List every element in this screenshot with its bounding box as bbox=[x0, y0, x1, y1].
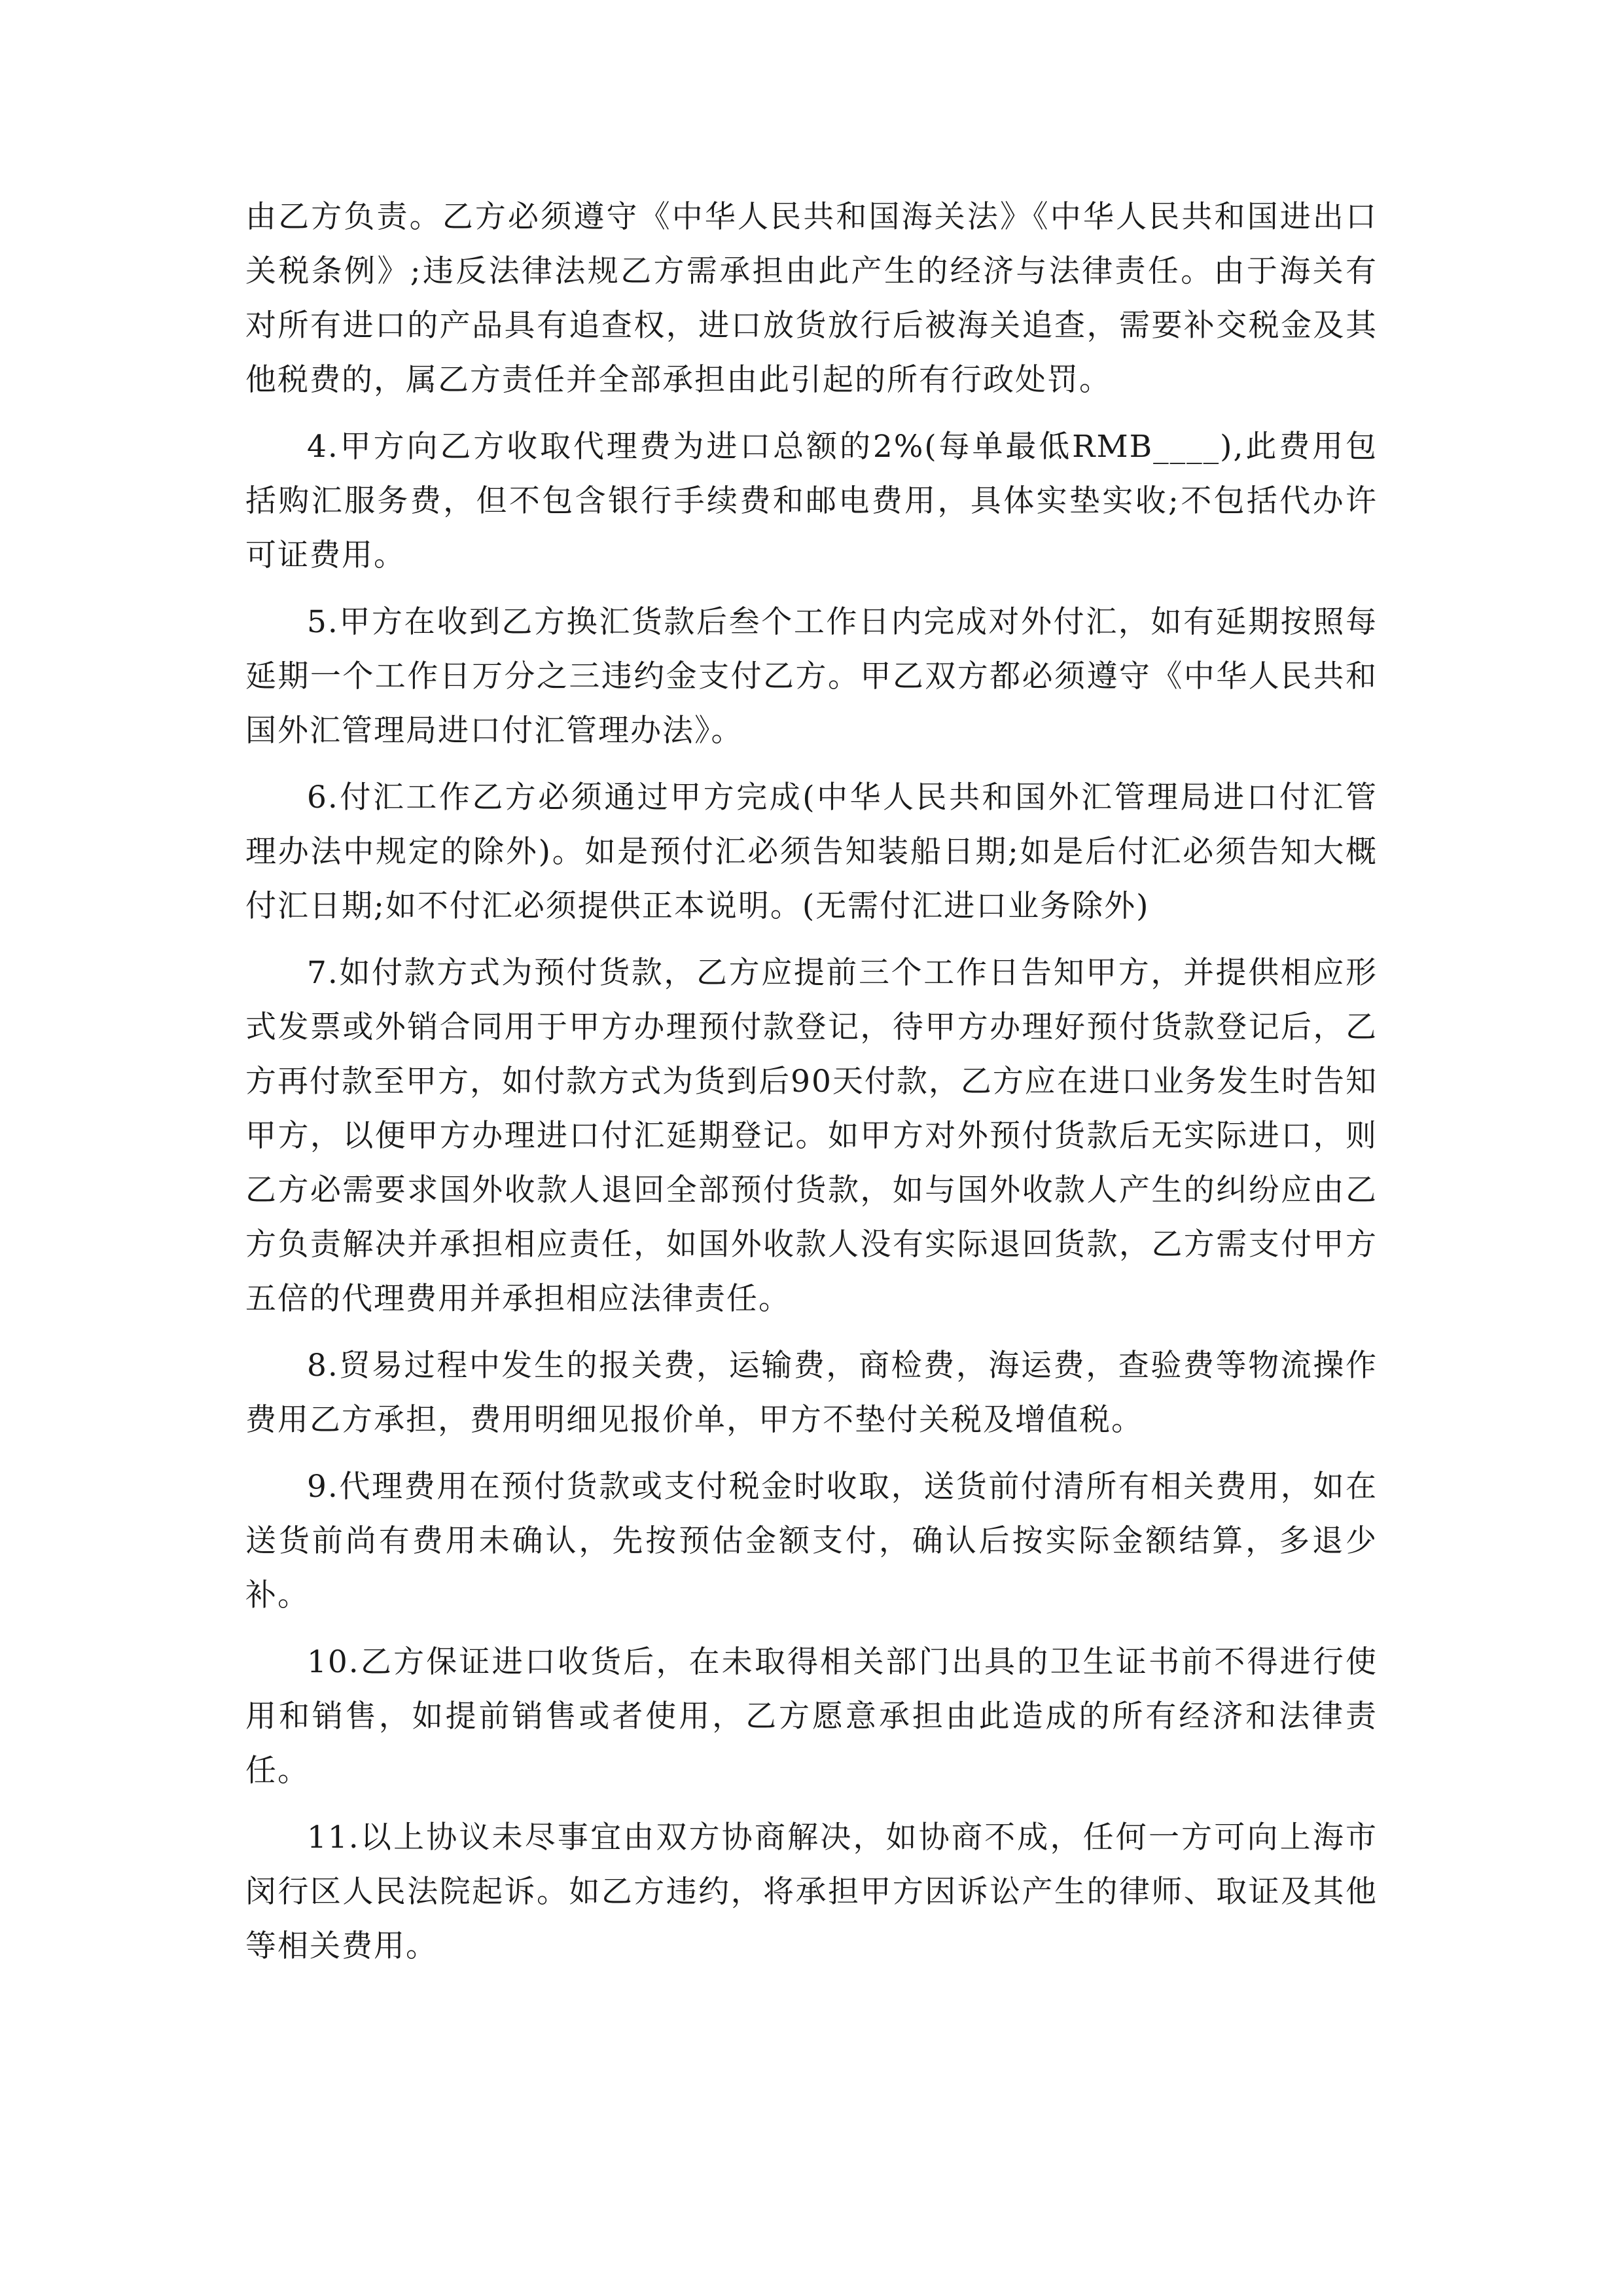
paragraph-continuation: 由乙方负责。乙方必须遵守《中华人民共和国海关法》《中华人民共和国进出口关税条例》;违反法律法规乙方需承担由此产生的经济与法律责任。由于海关有对所有进口的产品具有追查权，进口放货放行后被海关追查，需要补交税金及其他税费的，属乙方责任并全部承担由此引起的所有行政处罚。 bbox=[245, 199, 1378, 398]
clause-8: 8.贸易过程中发生的报关费，运输费，商检费，海运费，查验费等物流操作费用乙方承担，费用明细见报价单，甲方不垫付关税及增值税。 bbox=[245, 1348, 1378, 1438]
document-body bbox=[245, 190, 1378, 1986]
clause-7: 7.如付款方式为预付货款，乙方应提前三个工作日告知甲方，并提供相应形式发票或外销合同用于甲方办理预付款登记，待甲方办理好预付货款登记后，乙方再付款至甲方，如付款方式为货到后90天付款，乙方应在进口业务发生时告知甲方，以便甲方办理进口付汇延期登记。如甲方对外预付货款后无实际进口，则乙方必需要求国外收款人退回全部预付货款，如与国外收款人产生的纠纷应由乙方负责解决并承担相应责任，如国外收款人没有实际退回货款，乙方需支付甲方五倍的代理费用并承担相应法律责任。 bbox=[245, 955, 1378, 1317]
clause-4: 4.甲方向乙方收取代理费为进口总额的2%(每单最低RMB____),此费用包括购汇服务费，但不包含银行手续费和邮电费用，具体实垫实收;不包括代办许可证费用。 bbox=[245, 429, 1378, 573]
clause-5: 5.甲方在收到乙方换汇货款后叁个工作日内完成对外付汇，如有延期按照每延期一个工作日万分之三违约金支付乙方。甲乙双方都必须遵守《中华人民共和国外汇管理局进口付汇管理办法》。 bbox=[245, 604, 1378, 749]
clause-11: 11.以上协议未尽事宜由双方协商解决，如协商不成，任何一方可向上海市闵行区人民法院起诉。如乙方违约，将承担甲方因诉讼产生的律师、取证及其他等相关费用。 bbox=[245, 1820, 1378, 1964]
clause-6: 6.付汇工作乙方必须通过甲方完成(中华人民共和国外汇管理局进口付汇管理办法中规定的除外)。如是预付汇必须告知装船日期;如是后付汇必须告知大概付汇日期;如不付汇必须提供正本说明。(无需付汇进口业务除外) bbox=[245, 780, 1378, 924]
clause-9: 9.代理费用在预付货款或支付税金时收取，送货前付清所有相关费用，如在送货前尚有费用未确认，先按预估金额支付，确认后按实际金额结算，多退少补。 bbox=[245, 1469, 1378, 1613]
clause-10: 10.乙方保证进口收货后，在未取得相关部门出具的卫生证书前不得进行使用和销售，如提前销售或者使用，乙方愿意承担由此造成的所有经济和法律责任。 bbox=[245, 1644, 1378, 1789]
